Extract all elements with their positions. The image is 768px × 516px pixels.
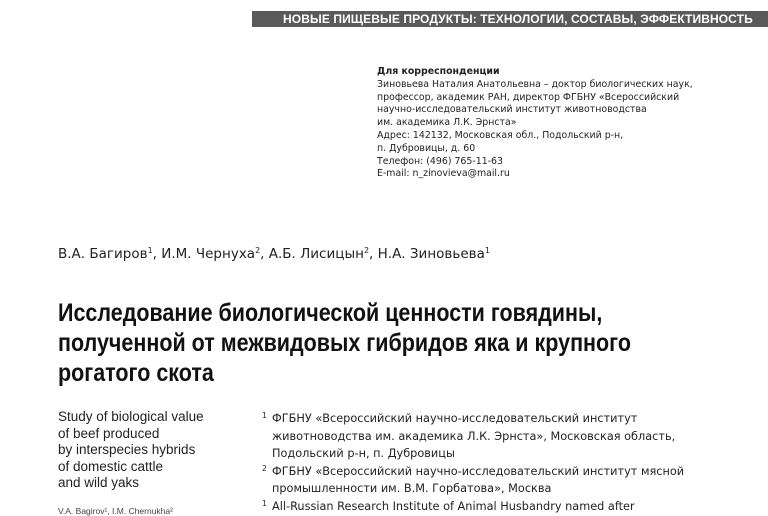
affiliation-line: ФГБНУ «Всероссийский научно-исследовательский институт	[272, 412, 638, 425]
affiliation-line: All-Russian Research Institute of Animal Husbandry named after	[272, 499, 635, 513]
english-title-line: of domestic cattle	[58, 458, 164, 474]
affiliation-number: 1	[262, 498, 267, 508]
article-title-line: Исследование биологической ценности говядины,	[58, 299, 603, 327]
affiliation-line: промышленности им. В.М. Горбатова», Москва	[272, 482, 552, 495]
author-name: И.М. Чернуха	[161, 246, 256, 262]
affiliation-number: 2	[262, 463, 267, 473]
author-separator: ,	[369, 246, 378, 262]
article-title	[58, 298, 643, 388]
correspondence-address: п. Дубровицы, д. 60	[377, 142, 476, 154]
author-affiliation-mark: 2	[255, 246, 261, 255]
article-title-line: полученной от межвидовых гибридов яка и крупного	[58, 329, 631, 357]
affiliation-line: животноводства им. академика Л.К. Эрнста», Московская область,	[272, 429, 676, 443]
correspondence-block	[377, 66, 737, 181]
correspondence-line: им. академика Л.К. Эрнста»	[377, 117, 517, 129]
author-name: Н.А. Зиновьева	[377, 246, 485, 262]
author-name: А.Б. Лисицын	[268, 246, 364, 262]
english-authors: V.A. Bagirov¹, I.M. Chernukha²	[58, 506, 173, 516]
correspondence-line: научно-исследовательский институт животноводства	[377, 104, 647, 116]
english-title	[58, 409, 258, 492]
journal-section-header: НОВЫЕ ПИЩЕВЫЕ ПРОДУКТЫ: ТЕХНОЛОГИИ, СОСТАВЫ, ЭФФЕКТИВНОСТЬ	[252, 11, 768, 27]
affiliation-item	[262, 410, 762, 463]
correspondence-phone: Телефон: (496) 765-11-63	[377, 155, 503, 167]
affiliation-line: ФГБНУ «Всероссийский научно-исследовательский институт мясной	[272, 464, 685, 478]
author-affiliation-mark: 1	[484, 246, 490, 255]
affiliation-number: 1	[262, 411, 267, 420]
english-title-line: and wild yaks	[58, 475, 140, 490]
affiliation-item	[262, 463, 762, 498]
english-title-line: of beef produced	[58, 425, 160, 441]
affiliation-line: Подольский р-н, п. Дубровицы	[272, 447, 455, 460]
english-title-line: by interspecies hybrids	[58, 442, 196, 457]
author-separator: ,	[260, 246, 269, 262]
author-affiliation-mark: 2	[363, 246, 370, 255]
author-name: В.А. Багиров	[58, 246, 148, 262]
article-title-line: рогатого скота	[58, 359, 214, 387]
correspondence-address: Адрес: 142132, Московская обл., Подольский р-н,	[377, 129, 624, 141]
affiliation-item	[262, 498, 762, 516]
author-affiliation-mark: 1	[147, 246, 153, 255]
correspondence-line: профессор, академик РАН, директор ФГБНУ «Всероссийский	[377, 91, 680, 103]
correspondence-title: Для корреспонденции	[377, 66, 500, 77]
author-list	[58, 246, 490, 262]
author-separator: ,	[152, 246, 162, 262]
affiliations-list	[262, 410, 762, 515]
english-title-line: Study of biological value	[58, 409, 204, 424]
correspondence-email[interactable]: E-mail: n_zinovieva@mail.ru	[377, 168, 510, 180]
correspondence-line: Зиновьева Наталия Анатольевна – доктор биологических наук,	[377, 78, 693, 90]
